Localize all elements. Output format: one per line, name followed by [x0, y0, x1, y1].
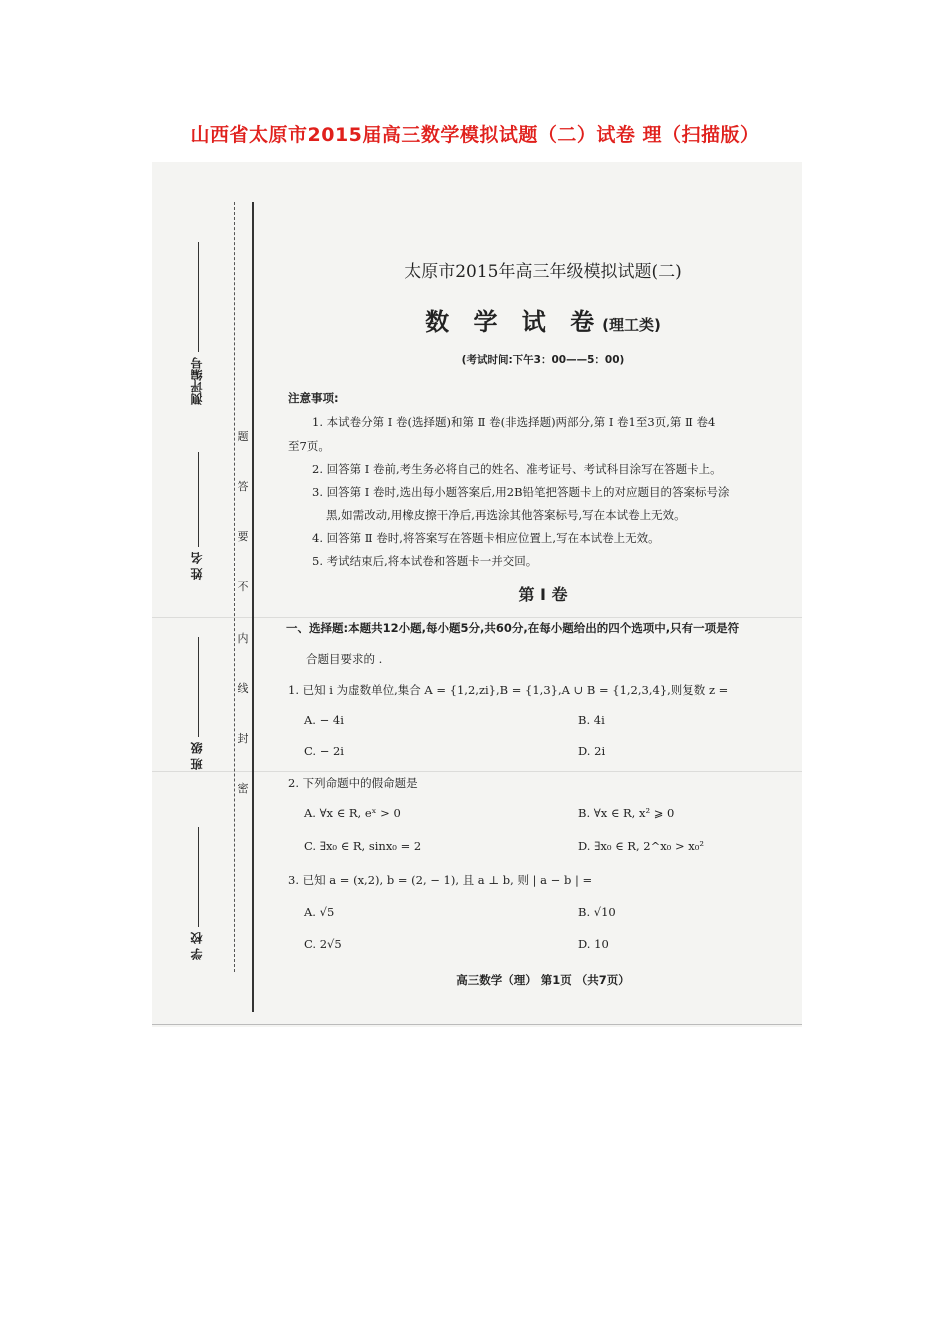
side-field-class	[186, 637, 212, 797]
seal-char: 封	[237, 732, 249, 745]
exam-time: (考试时间:下午3：00——5：00)	[461, 354, 625, 366]
question-stem: 2. 下列命题中的假命题是	[288, 776, 418, 790]
question-option: D. 10	[578, 937, 609, 951]
question-stem: 3. 已知 a = (x,2), b = (2, − 1), 且 a ⊥ b, 则 | a − b | =	[288, 873, 593, 887]
seal-char: 线	[237, 682, 249, 695]
question-stem: 1. 已知 i 为虚数单位,集合 A = {1,2,zi},B = {1,3},A ∪ B = {1,2,3,4},则复数 z =	[288, 683, 729, 697]
notice-item: 黑,如需改动,用橡皮擦干净后,再选涂其他答案标号,写在本试卷上无效。	[326, 508, 686, 522]
document-title: 山西省太原市2015届高三数学模拟试题（二）试卷 理（扫描版）	[190, 124, 760, 146]
subject-name: 数 学 试 卷	[425, 308, 603, 336]
seal-dashed-line	[234, 202, 235, 972]
fill-line	[198, 827, 199, 927]
seal-char: 内	[237, 632, 249, 645]
notice-item: 5. 考试结束后,将本试卷和答题卡一并交回。	[312, 554, 538, 568]
notice-item: 至7页。	[288, 439, 330, 453]
side-field-school	[186, 827, 212, 977]
question-option: D. 2i	[578, 744, 606, 758]
question-option: C. − 2i	[304, 744, 344, 758]
seal-solid-line	[252, 202, 254, 1012]
fill-line	[198, 637, 199, 737]
question-option: B. ∀x ∈ R, x² ⩾ 0	[578, 806, 675, 820]
side-label-id: 测评编号	[190, 357, 204, 405]
seal-char: 要	[237, 530, 249, 543]
fold-line	[152, 617, 802, 618]
subject-note: (理工类)	[602, 316, 661, 334]
question-option: A. √5	[304, 905, 335, 919]
side-field-id	[186, 242, 212, 422]
page-edge	[152, 1024, 802, 1025]
seal-char: 不	[237, 580, 249, 593]
notice-item: 2. 回答第 Ⅰ 卷前,考生务必将自己的姓名、准考证号、考试科目涂写在答题卡上。	[312, 462, 722, 476]
notice-item: 3. 回答第 Ⅰ 卷时,选出每小题答案后,用2B铅笔把答题卡上的对应题目的答案标号涂	[312, 485, 730, 499]
page-footer: 高三数学（理） 第1页 （共7页）	[456, 973, 630, 987]
question-option: D. ∃x₀ ∈ R, 2^x₀ > x₀²	[578, 839, 704, 853]
part-title: 第 Ⅰ 卷	[518, 585, 568, 604]
seal-char: 密	[237, 782, 249, 795]
fold-line	[152, 771, 802, 772]
subject-title	[288, 302, 798, 337]
notice-item: 4. 回答第 Ⅱ 卷时,将答案写在答题卡相应位置上,写在本试卷上无效。	[312, 531, 660, 545]
section-heading-cont: 合题目要求的 .	[306, 652, 383, 666]
fill-line	[198, 242, 199, 352]
side-label-class: 班 级	[190, 742, 204, 771]
question-option: A. ∀x ∈ R, eˣ > 0	[304, 806, 401, 820]
side-field-name	[186, 452, 212, 612]
question-option: B. 4i	[578, 713, 605, 727]
section-heading: 一、选择题:本题共12小题,每小题5分,共60分,在每小题给出的四个选项中,只有一项是符	[286, 621, 740, 635]
question-option: C. ∃x₀ ∈ R, sinx₀ = 2	[304, 839, 422, 853]
seal-char: 答	[237, 480, 249, 493]
side-label-name: 姓 名	[190, 552, 204, 581]
question-option: A. − 4i	[304, 713, 344, 727]
question-option: C. 2√5	[304, 937, 342, 951]
exam-title: 太原市2015年高三年级模拟试题(二)	[404, 262, 682, 282]
scanned-exam-page	[152, 162, 802, 1027]
side-label-school: 学 校	[190, 932, 204, 961]
notice-heading: 注意事项:	[288, 391, 339, 405]
seal-char: 题	[237, 430, 249, 443]
fill-line	[198, 452, 199, 547]
notice-item: 1. 本试卷分第 Ⅰ 卷(选择题)和第 Ⅱ 卷(非选择题)两部分,第 Ⅰ 卷1至3页,第 Ⅱ 卷4	[312, 415, 716, 429]
question-option: B. √10	[578, 905, 616, 919]
